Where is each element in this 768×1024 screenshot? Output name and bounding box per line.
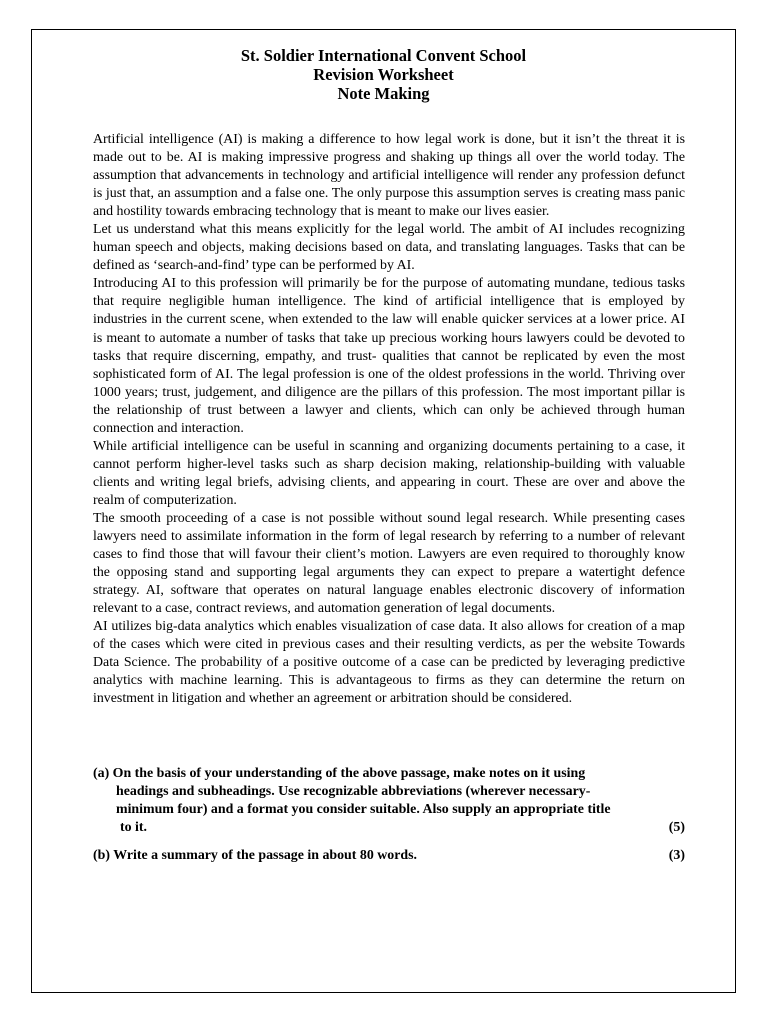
passage <box>93 131 685 709</box>
question-a-line: headings and subheadings. Use recognizable abbreviations (wherever necessary- <box>116 784 591 799</box>
school-name: St. Soldier International Convent School <box>240 46 527 65</box>
passage-paragraph: Introducing AI to this profession will primarily be for the purpose of automating mundane, tedious tasks that require negligible human intelligence. The kind of artificial intelligence that is employed by industries in the current scene, when extended to the law will enable quicker services at a lower price. AI is meant to automate a number of tasks that take up precious working hours lawyers could be devoted to tasks that require discerning, empathy, and trust- qualities that cannot be replicated by even the most sophisticated form of AI. The legal profession is one of the oldest professions in the world. Thriving over 1000 years; trust, judgement, and diligence are the pillars of this profession. The most important pillar is the relationship of trust between a lawyer and clients, which can only be achieved through human connection and interaction. <box>93 276 685 436</box>
question-b <box>93 847 685 865</box>
worksheet-topic: Note Making <box>337 84 430 103</box>
question-b-marks: (3) <box>668 848 685 863</box>
passage-paragraph: The smooth proceeding of a case is not possible without sound legal research. While presenting cases lawyers need to assimilate information in the form of legal research by referring to a number of relevant cases to find those that will favour their client’s motion. Lawyers are even required to thoroughly know the opposing stand and supporting legal arguments they can expect to prepare a watertight defence strategy. AI, software that operates on natural language enables electronic discovery of information relevant to a case, contract reviews, and automation generation of legal documents. <box>93 510 685 617</box>
passage-paragraph: Artificial intelligence (AI) is making a difference to how legal work is done, but it isn’t the threat it is made out to be. AI is making impressive progress and shaking up things all over the world today. The assumption that advancements in technology and artificial intelligence will render any profession defunct is just that, an assumption and a false one. The only purpose this assumption serves is creating mass panic and hostility towards embracing technology that is meant to make our lives easier. <box>93 132 685 220</box>
worksheet-title: Revision Worksheet <box>313 65 454 84</box>
question-a-line: to it. <box>120 820 148 835</box>
worksheet-header <box>31 46 736 103</box>
passage-paragraph: Let us understand what this means explicitly for the legal world. The ambit of AI includes recognizing human speech and objects, making decisions based on data, and translating languages. Tasks that can be defined as ‘search-and-find’ type can be performed by AI. <box>93 222 685 274</box>
question-b-text: (b) Write a summary of the passage in about 80 words. <box>93 848 417 863</box>
question-a-marks: (5) <box>668 820 685 835</box>
passage-paragraph: AI utilizes big-data analytics which enables visualization of case data. It also allows for creation of a map of the cases which were cited in previous cases and their resulting verdicts, as per the website Towards Data Science. The probability of a positive outcome of a case can be predicted by leveraging predictive analytics with machine learning. This is advantageous to firms as they can determine the return on investment in litigation and whether an agreement or arbitration should be considered. <box>93 619 685 707</box>
question-a-line: minimum four) and a format you consider suitable. Also supply an appropriate title <box>116 802 611 817</box>
question-a <box>93 765 685 837</box>
passage-paragraph: While artificial intelligence can be useful in scanning and organizing documents pertaining to a case, it cannot perform higher-level tasks such as sharp decision making, relationship-building with valuable clients and writing legal briefs, advising clients, and appearing in court. These are over and above the realm of computerization. <box>93 438 685 508</box>
question-a-line: (a) On the basis of your understanding of the above passage, make notes on it using <box>93 766 586 781</box>
